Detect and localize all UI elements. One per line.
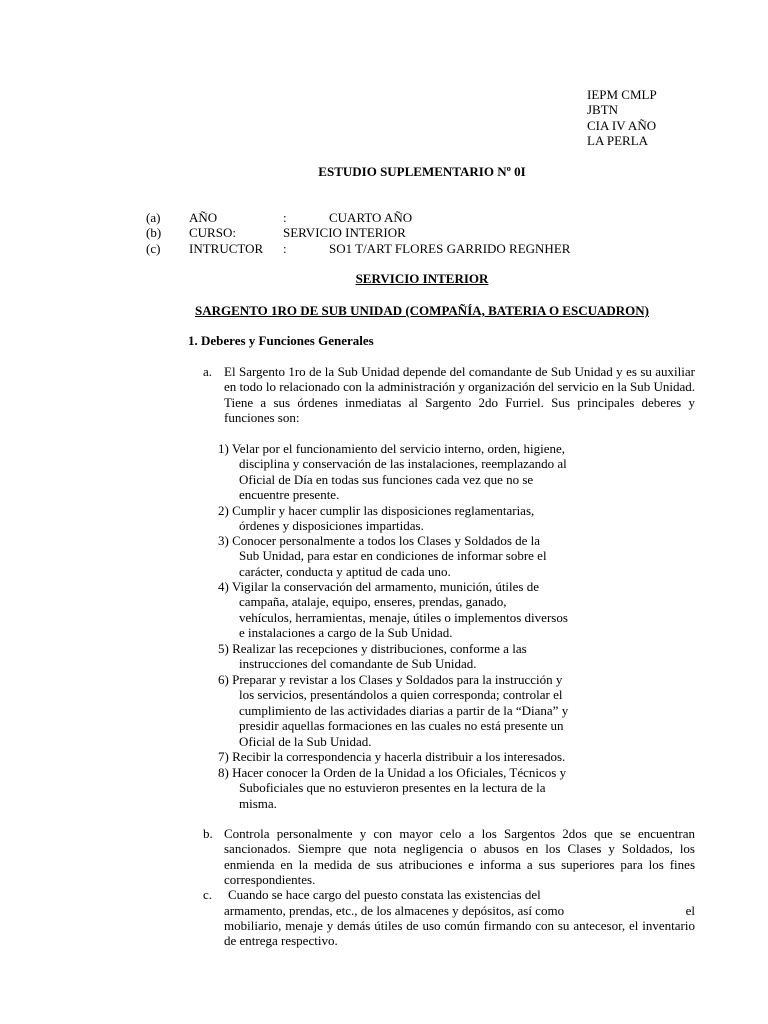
list-item <box>218 641 527 672</box>
paragraph-c-line: Cuando se hace cargo del puesto constata las existencias del <box>228 887 541 902</box>
item-number: 8) <box>218 765 229 780</box>
item-line: órdenes y disposiciones impartidas. <box>239 518 424 534</box>
info-value: SERVICIO INTERIOR <box>283 225 406 240</box>
paragraph-letter: b. <box>203 826 213 841</box>
item-line: cumplimiento de las actividades diarias a partir de la “Diana” y <box>239 702 569 718</box>
header-line: IEPM CMLP <box>587 87 657 102</box>
item-line: Hacer conocer la Orden de la Unidad a los Oficiales, Técnicos y <box>232 765 567 780</box>
item-line: Oficial de la Sub Unidad. <box>239 733 372 749</box>
paragraph-c-rest: mobiliario, menaje y demás útiles de uso común firmando con su antecesor, el inventario de entrega respectivo. <box>224 918 695 949</box>
item-line: Realizar las recepciones y distribuciones, conforme a las <box>232 641 527 656</box>
item-number: 2) <box>218 503 229 518</box>
item-line: campaña, atalaje, equipo, enseres, prendas, ganado, <box>239 594 507 610</box>
item-line: disciplina y conservación de las instalaciones, reemplazando al <box>239 456 567 472</box>
item-line: Conocer personalmente a todos los Clases y Soldados de la <box>232 533 541 548</box>
item-line: Preparar y revistar a los Clases y Soldados para la instrucción y <box>232 672 563 687</box>
item-number: 1) <box>218 441 229 456</box>
item-line: Suboficiales que no estuvieron presentes en la lectura de la <box>239 780 546 796</box>
info-value: SO1 T/ART FLORES GARRIDO REGNHER <box>329 241 571 256</box>
info-value: CUARTO AÑO <box>329 210 413 225</box>
item-line: Velar por el funcionamiento del servicio interno, orden, higiene, <box>231 441 566 456</box>
subtitle: SARGENTO 1RO DE SUB UNIDAD (COMPAÑÍA, BATERIA O ESCUADRON) <box>195 303 649 318</box>
paragraph-letter: c. <box>203 887 213 902</box>
section-title: SERVICIO INTERIOR <box>355 271 489 286</box>
item-number: 6) <box>218 672 229 687</box>
item-line: Oficial de Día en todas sus funciones cada vez que no se <box>239 471 534 487</box>
document-title: ESTUDIO SUPLEMENTARIO Nº 0I <box>318 164 526 179</box>
item-line: los servicios, presentándolos a quien corresponda; controlar el <box>239 687 563 703</box>
paragraph-b: Controla personalmente y con mayor celo a los Sargentos 2dos que se encuentran sancionados. Siempre que nota negligencia o abusos en los Clases y Soldados, los enmienda en la medida de sus atribuciones e informa a sus superiores para los fines correspondientes. <box>224 826 695 888</box>
item-line: Cumplir y hacer cumplir las disposiciones reglamentarias, <box>232 503 535 518</box>
list-item <box>218 579 568 641</box>
item-number: 7) <box>218 749 229 764</box>
item-line: Recibir la correspondencia y hacerla distribuir a los interesados. <box>232 749 566 764</box>
item-line: carácter, conducta y aptitud de cada uno. <box>239 563 451 579</box>
header-line: CIA IV AÑO <box>587 117 657 133</box>
item-line: instrucciones del comandante de Sub Unidad. <box>239 656 477 672</box>
list-item <box>218 672 568 749</box>
paragraph-c-line <box>224 903 695 918</box>
info-label: CURSO: <box>189 225 236 240</box>
list-item <box>218 749 565 764</box>
item-line: e instalaciones a cargo de la Sub Unidad. <box>239 625 453 641</box>
header-block <box>587 87 657 149</box>
info-letter: (a) <box>146 210 161 225</box>
header-line: JBTN <box>587 102 619 118</box>
paragraph-a: El Sargento 1ro de la Sub Unidad depende del comandante de Sub Unidad y es su auxiliar en todo lo relacionado con la administración y organización del servicio en la Sub Unidad. Tiene a sus órdenes inmediatas al Sargento 2do Furriel. Sus principales deberes y funciones son: <box>224 364 695 426</box>
paragraph-letter: a. <box>203 364 213 379</box>
header-line: LA PERLA <box>587 133 649 149</box>
paragraph-c-text: el <box>685 903 695 918</box>
list-item <box>218 533 547 579</box>
info-letter: (c) <box>146 241 161 256</box>
item-line: Vigilar la conservación del armamento, munición, útiles de <box>231 579 540 594</box>
item-line: presidir aquellas formaciones en las cuales no está presente un <box>239 718 564 734</box>
list-item <box>218 765 566 811</box>
item-number: 3) <box>218 533 229 548</box>
list-item <box>218 503 534 534</box>
info-label: AÑO <box>189 210 218 225</box>
item-line: misma. <box>239 795 277 811</box>
subsection-heading: 1. Deberes y Funciones Generales <box>188 333 374 348</box>
item-number: 4) <box>218 579 229 594</box>
paragraph-c-text: armamento, prendas, etc., de los almacenes y depósitos, así como <box>224 903 565 918</box>
item-number: 5) <box>218 641 229 656</box>
item-line: vehículos, herramientas, menaje, útiles o implementos diversos <box>239 609 568 625</box>
info-letter: (b) <box>146 225 162 240</box>
item-line: Sub Unidad, para estar en condiciones de informar sobre el <box>239 548 547 564</box>
list-item <box>218 441 567 503</box>
info-separator: : <box>283 210 287 225</box>
info-label: INTRUCTOR <box>189 241 264 256</box>
item-line: encuentre presente. <box>239 487 340 503</box>
info-separator: : <box>283 241 287 256</box>
